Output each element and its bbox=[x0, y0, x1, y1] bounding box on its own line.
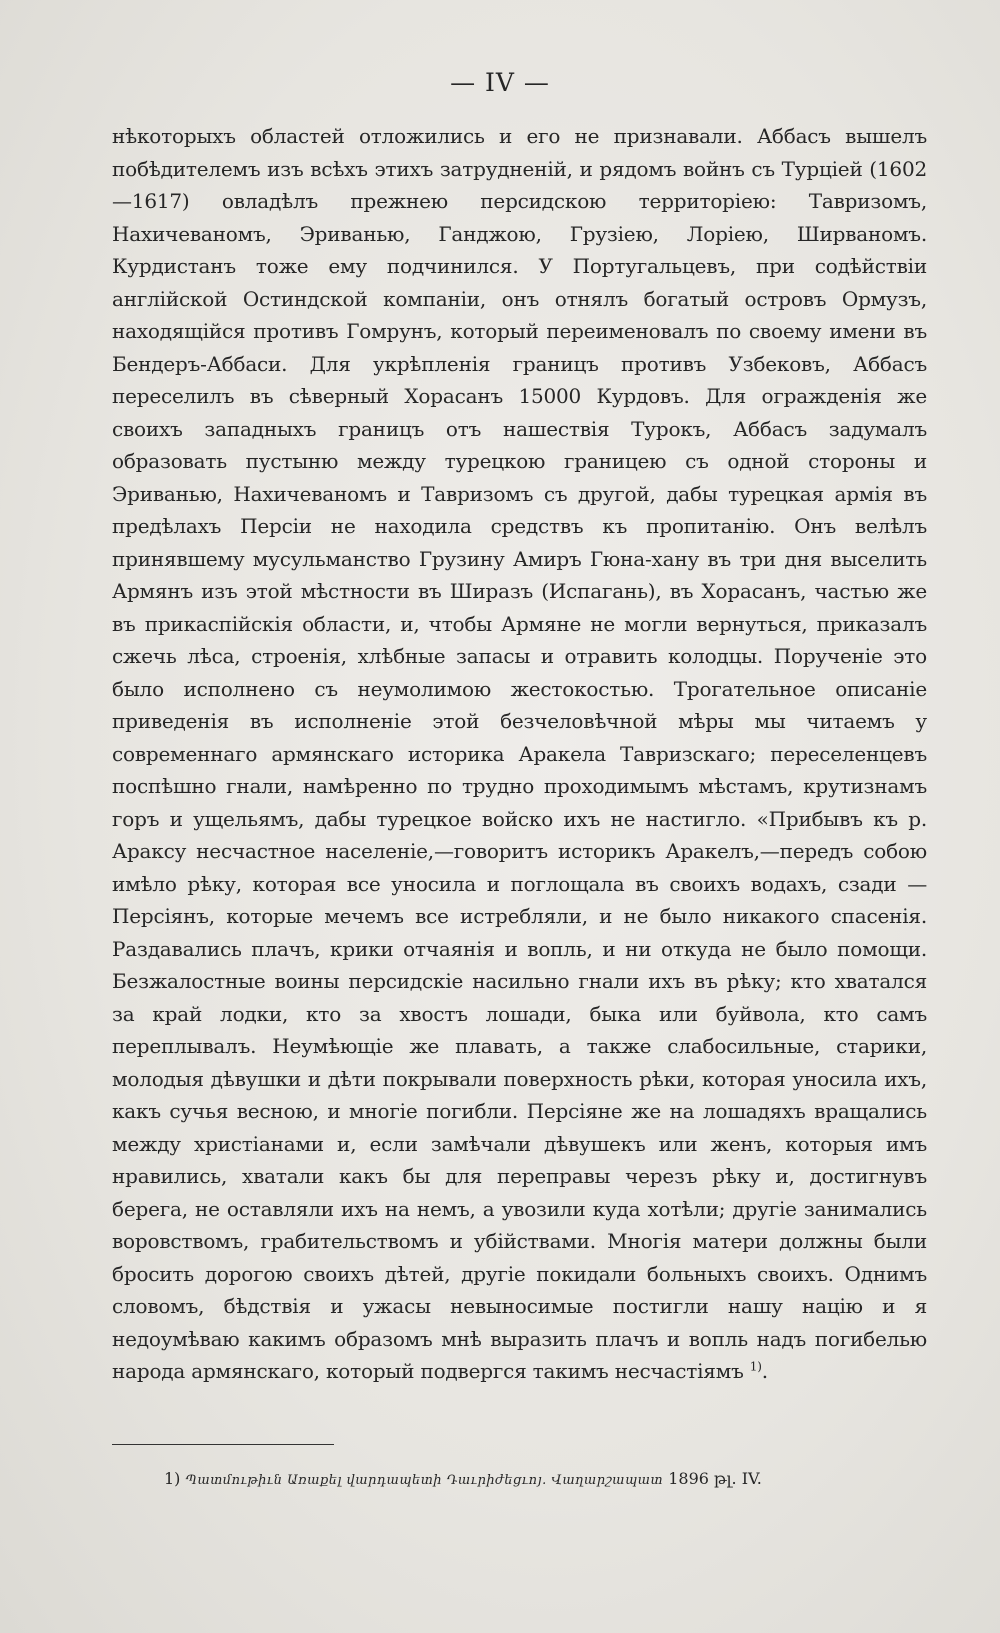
footnote-year: 1896 bbox=[668, 1469, 709, 1488]
footnote-marker: 1) bbox=[164, 1469, 181, 1488]
footnote-suffix: թլ. IV. bbox=[714, 1469, 762, 1488]
footnote-rule bbox=[112, 1444, 334, 1445]
paragraph-text: нѣкоторыхъ областей отложились и его не признавали. Аббасъ вышелъ побѣдителемъ изъ всѣхъ этихъ затрудненій, и рядомъ войнъ съ Турціей (1602—1617) овладѣлъ прежнею персидскою территоріею: Тавризомъ, Нахичеваномъ, Эриванью, Ганджою, Грузіею, Лоріею, Ширваномъ. Курдистанъ тоже ему подчинился. У Португальцевъ, при содѣйствіи англійской Остиндской компаніи, онъ отнялъ богатый островъ Ормузъ, находящійся противъ Гомрунъ, который переименовалъ по своему имени въ Бендеръ-Аббаси. Для укрѣпленія границъ противъ Узбековъ, Аббасъ переселилъ въ сѣверный Хорасанъ 15000 Курдовъ. Для огражденія же своихъ западныхъ границъ отъ нашествія Турокъ, Аббасъ задумалъ образовать пустыню между турецкою границею съ одной стороны и Эриванью, Нахичеваномъ и Тавризомъ съ другой, дабы турецкая армія въ предѣлахъ Персіи не находила средствъ къ пропитанію. Онъ велѣлъ принявшему мусульманство Грузину Амиръ Гюна-хану въ три дня выселить Армянъ изъ этой мѣстности въ Ширазъ (Испагань), въ Хорасанъ, частью же въ прикаспійскія области, и, чтобы Армяне не могли вернуться, приказалъ сжечь лѣса, строенія, хлѣбные запасы и отравить колодцы. Порученіе это было исполнено съ неумолимою жестокостью. Трогательное описаніе приведенія въ исполненіе этой безчеловѣчной мѣры мы читаемъ у современнаго армянскаго историка Аракела Тавризскаго; переселенцевъ поспѣшно гнали, намѣренно по трудно проходимымъ мѣстамъ, крутизнамъ горъ и ущельямъ, дабы турецкое войско ихъ не настигло. «Прибывъ къ р. Араксу несчастное населеніе,—говоритъ историкъ Аракелъ,—передъ собою имѣло рѣку, которая все уносила и поглощала въ своихъ водахъ, сзади — Персіянъ, которые мечемъ все истребляли, и не было никакого спасенія. Раздавались плачъ, крики отчаянія и вопль, и ни откуда не было помощи. Безжалостные воины персидскіе насильно гнали ихъ въ рѣку; кто хватался за край лодки, кто за хвостъ лошади, быка или буйвола, кто самъ переплывалъ. Неумѣющіе же плавать, а также слабосильные, старики, молодыя дѣвушки и дѣти покрывали поверхность рѣки, которая уносила ихъ, какъ сучья весною, и многіе погибли. Персіяне же на лошадяхъ вращались между христіанами и, если замѣчали дѣвушекъ или женъ, которыя имъ нравились, хватали какъ бы для переправы черезъ рѣку и, достигнувъ берега, не оставляли ихъ на немъ, а увозили куда хотѣли; другіе занимались воровствомъ, грабительствомъ и убійствами. Многія матери должны были бросить дорогою своихъ дѣтей, другіе покидали больныхъ своихъ. Однимъ словомъ, бѣдствія и ужасы невыносимые постигли нашу націю и я недоумѣваю какимъ образомъ мнѣ выразить плачъ и вопль надъ погибелью народа армянскаго, который подвергся такимъ несчастіямъ bbox=[112, 124, 927, 1383]
footnote-reference: 1) bbox=[749, 1359, 762, 1374]
main-text: нѣкоторыхъ областей отложились и его не признавали. Аббасъ вышелъ побѣдителемъ изъ всѣхъ этихъ затрудненій, и рядомъ войнъ съ Турціей (1602—1617) овладѣлъ прежнею персидскою территоріею: Тавризомъ, Нахичеваномъ, Эриванью, Ганджою, Грузіею, Лоріею, Ширваномъ. Курдистанъ тоже ему подчинился. У Португальцевъ, при содѣйствіи англійской Остиндской компаніи, онъ отнялъ богатый островъ Ормузъ, находящійся противъ Гомрунъ, который переименовалъ по своему имени въ Бендеръ-Аббаси. Для укрѣпленія границъ противъ Узбековъ, Аббасъ переселилъ въ сѣверный Хорасанъ 15000 Курдовъ. Для огражденія же своихъ западныхъ границъ отъ нашествія Турокъ, Аббасъ задумалъ образовать пустыню между турецкою границею съ одной стороны и Эриванью, Нахичеваномъ и Тавризомъ съ другой, дабы турецкая армія въ предѣлахъ Персіи не находила средствъ къ пропитанію. Онъ велѣлъ принявшему мусульманство Грузину Амиръ Гюна-хану въ три дня выселить Армянъ изъ этой мѣстности въ Ширазъ (Испагань), въ Хорасанъ, частью же въ прикаспійскія области, и, чтобы Армяне не могли вернуться, приказалъ сжечь лѣса, строенія, хлѣбные запасы и отравить колодцы. Порученіе это было исполнено съ неумолимою жестокостью. Трогательное описаніе приведенія въ исполненіе этой безчеловѣчной мѣры мы читаемъ у современнаго армянскаго историка Аракела Тавризскаго; переселенцевъ поспѣшно гнали, намѣренно по трудно проходимымъ мѣстамъ, крутизнамъ горъ и ущельямъ, дабы турецкое войско ихъ не настигло. «Прибывъ къ р. Араксу несчастное населеніе,—говоритъ историкъ Аракелъ,—передъ собою имѣло рѣку, которая все уносила и поглощала въ своихъ водахъ, сзади — Персіянъ, которые мечемъ все истребляли, и не было никакого спасенія. Раздавались плачъ, крики отчаянія и вопль, и ни откуда не было помощи. Безжалостные воины персидскіе насильно гнали ихъ въ рѣку; кто хватался за край лодки, кто за хвостъ лошади, быка или буйвола, кто самъ переплывалъ. Неумѣющіе же плавать, а также слабосильные, старики, молодыя дѣвушки и дѣти покрывали поверхность рѣки, которая уносила ихъ, какъ сучья весною, и многіе погибли. Персіяне же на лошадяхъ вращались между христіанами и, если замѣчали дѣвушекъ или женъ, которыя имъ нравились, хватали какъ бы для переправы черезъ рѣку и, достигнувъ берега, не оставляли ихъ на немъ, а увозили куда хотѣли; другіе занимались воровствомъ, грабительствомъ и убійствами. Многія матери должны были бросить дорогою своихъ дѣтей, другіе покидали больныхъ своихъ. Однимъ словомъ, бѣдствія и ужасы невыносимые постигли нашу націю и я недоумѣваю какимъ образомъ мнѣ выразить плачъ и вопль надъ погибелью народа армянскаго, который подвергся такимъ несчастіямъ $^{1)}$. bbox=[112, 124, 927, 1383]
footnote-citation: Պատմութիւն Առաքել վարդապետի Դաւրիժեցւոյ. Վաղարշապատ bbox=[185, 1473, 664, 1488]
footnote bbox=[164, 1468, 924, 1492]
page-number: — IV — bbox=[450, 68, 550, 97]
